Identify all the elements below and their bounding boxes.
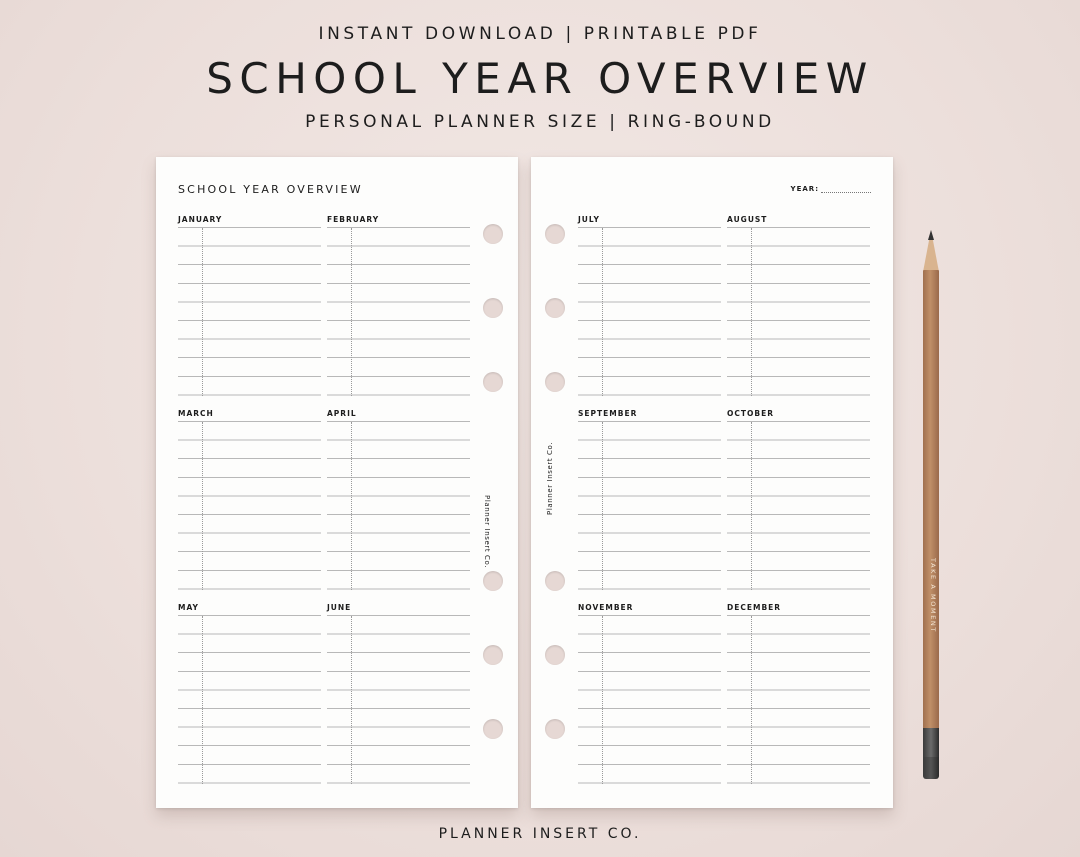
month-block-june — [327, 603, 470, 788]
month-label: SEPTEMBER — [578, 409, 638, 418]
header-line-1: INSTANT DOWNLOAD | PRINTABLE PDF — [318, 24, 762, 44]
month-label: MAY — [178, 603, 199, 612]
left-planner-page — [156, 157, 518, 808]
page-title: SCHOOL YEAR OVERVIEW — [178, 183, 363, 196]
month-label: NOVEMBER — [578, 603, 634, 612]
month-label: FEBRUARY — [327, 215, 380, 224]
vertical-brand-text: Planner Insert Co. — [483, 495, 491, 569]
month-block-september — [578, 409, 721, 594]
month-block-october — [727, 409, 870, 594]
month-grid — [727, 421, 870, 590]
ring-hole — [545, 372, 565, 392]
ring-hole — [483, 719, 503, 739]
ring-hole — [483, 298, 503, 318]
ring-hole — [545, 224, 565, 244]
ring-hole — [545, 298, 565, 318]
ring-hole — [483, 571, 503, 591]
month-label: DECEMBER — [727, 603, 782, 612]
month-block-december — [727, 603, 870, 788]
ring-hole — [545, 571, 565, 591]
month-block-february — [327, 215, 470, 400]
month-grid — [327, 615, 470, 784]
month-grid — [327, 227, 470, 396]
month-label: MARCH — [178, 409, 214, 418]
month-grid — [727, 615, 870, 784]
ring-hole — [545, 645, 565, 665]
year-field — [791, 185, 871, 193]
footer-brand: PLANNER INSERT CO. — [438, 826, 642, 842]
pencil-eraser — [923, 757, 939, 779]
month-block-march — [178, 409, 321, 594]
month-label: JUNE — [327, 603, 352, 612]
month-block-may — [178, 603, 321, 788]
month-label: OCTOBER — [727, 409, 774, 418]
month-label: JANUARY — [178, 215, 223, 224]
vertical-brand-text: Planner Insert Co. — [546, 441, 554, 515]
year-label: YEAR: — [790, 185, 819, 193]
month-grid — [178, 227, 321, 396]
header-line-3: PERSONAL PLANNER SIZE | RING-BOUND — [305, 112, 775, 132]
month-grid — [578, 615, 721, 784]
month-block-november — [578, 603, 721, 788]
ring-hole — [483, 372, 503, 392]
month-block-july — [578, 215, 721, 400]
pencil-lead — [928, 230, 934, 240]
month-grid — [578, 227, 721, 396]
month-grid — [578, 421, 721, 590]
month-label: JULY — [578, 215, 600, 224]
main-title: SCHOOL YEAR OVERVIEW — [206, 54, 874, 103]
month-grid — [327, 421, 470, 590]
ring-hole — [483, 224, 503, 244]
right-planner-page — [531, 157, 893, 808]
ring-hole — [483, 645, 503, 665]
month-block-april — [327, 409, 470, 594]
month-grid — [178, 421, 321, 590]
month-grid — [727, 227, 870, 396]
pencil-icon — [918, 230, 944, 790]
month-block-august — [727, 215, 870, 400]
pencil-body — [923, 270, 939, 730]
ring-hole — [545, 719, 565, 739]
pencil-ferrule — [923, 728, 939, 758]
pencil-text: TAKE A MOMENT — [929, 558, 937, 633]
month-label: APRIL — [327, 409, 357, 418]
month-grid — [178, 615, 321, 784]
month-label: AUGUST — [727, 215, 768, 224]
month-block-january — [178, 215, 321, 400]
year-write-line — [821, 186, 871, 193]
